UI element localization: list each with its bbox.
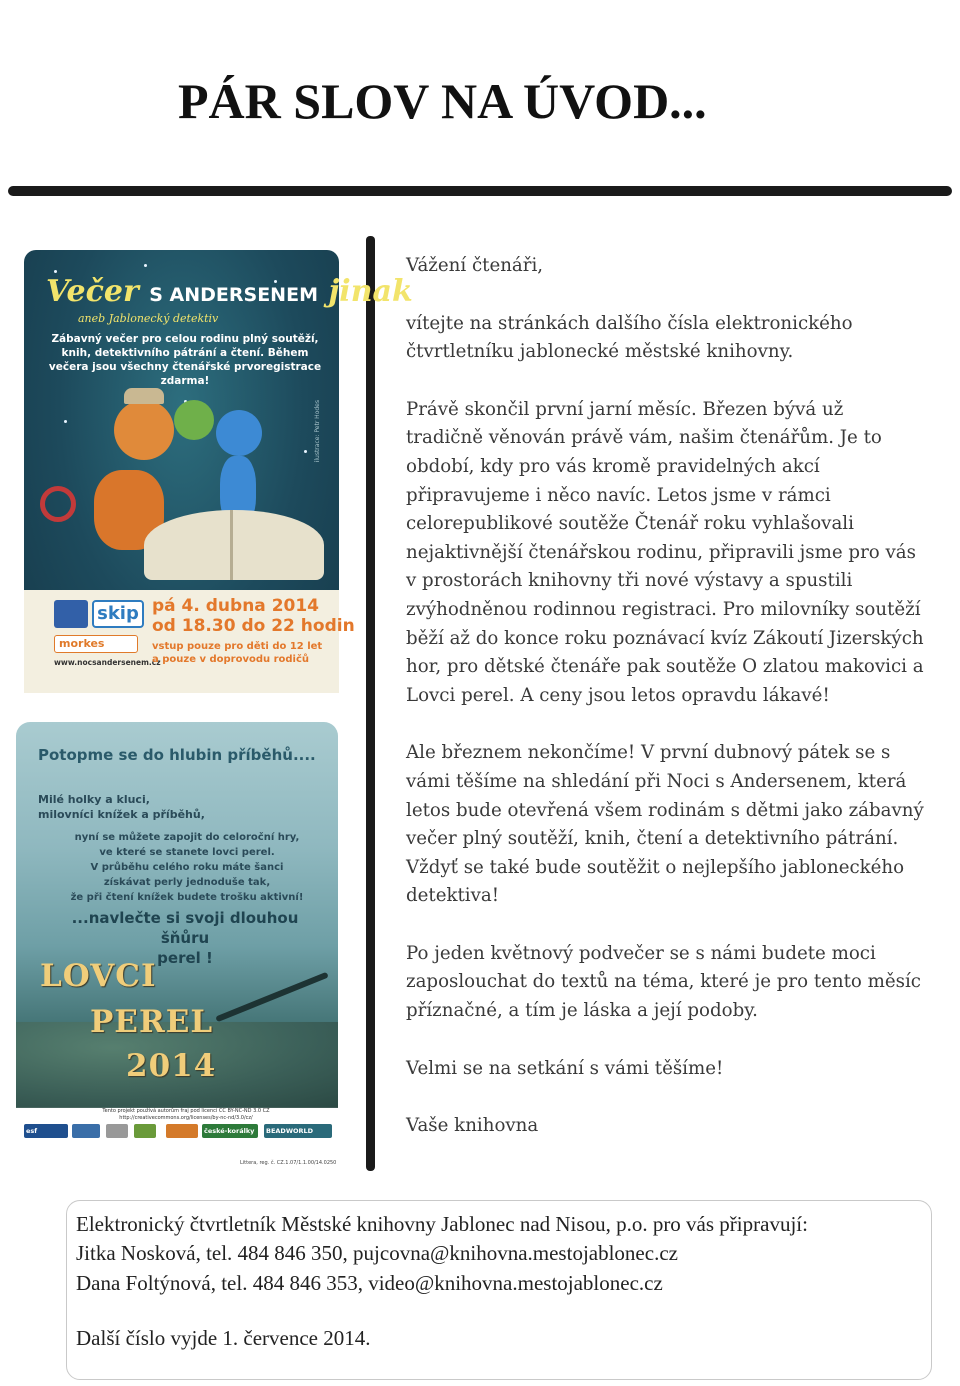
lizard-character-illustration (174, 400, 214, 440)
poster-title-word-1: LOVCI (40, 958, 157, 994)
event-note: vstup pouze pro děti do 12 let a pouze v doprovodu rodičů (152, 641, 323, 665)
contact-line-noskova: Jitka Nosková, tel. 484 846 350, pujcovna@knihovna.mestojablonec.cz (76, 1241, 678, 1266)
partner-logo (166, 1124, 198, 1138)
dog-character-illustration (114, 400, 174, 460)
partner-logo (134, 1124, 156, 1138)
editorial-letter (406, 252, 926, 1141)
open-book-illustration (144, 510, 324, 580)
poster-greeting: Milé holky a kluci, milovníci knížek a příběhů, (38, 793, 205, 821)
cat-character-illustration (216, 410, 262, 456)
esf-logo: esf (24, 1124, 68, 1138)
poster-title-word-2: PEREL (90, 1004, 214, 1040)
andersen-night-poster (24, 250, 413, 693)
poster-subtitle: aneb Jablonecký detektiv (78, 312, 219, 325)
star-icon (304, 450, 307, 453)
poster-website: www.nocsandersenem.cz (54, 658, 161, 667)
partner-logo (54, 600, 88, 628)
poster-year: 2014 (126, 1048, 217, 1084)
detective-hat-illustration (124, 388, 164, 404)
diver-silhouette (215, 972, 329, 1023)
event-date: pá 4. dubna 2014 od 18.30 do 22 hodin (152, 596, 355, 636)
contact-intro: Elektronický čtvrtletník Městské knihovny Jablonec nad Nisou, p.o. pro vás připravují: (76, 1212, 808, 1236)
morkes-logo: morkes (54, 635, 138, 653)
poster-heading: Potopme se do hlubin příběhů.... (38, 746, 316, 764)
star-icon (64, 420, 67, 423)
illustration-credit: ilustrace: Petr Hodes (314, 400, 321, 463)
letter-paragraph-5: Velmi se na setkání s vámi těšíme! (406, 1057, 724, 1079)
star-icon (144, 264, 147, 267)
ministry-logo (106, 1124, 128, 1138)
letter-salutation: Vážení čtenáři, (406, 255, 544, 276)
star-icon (54, 270, 57, 273)
letter-paragraph-2: Právě skončil první jarní měsíc. Březen bývá už tradičně věnován právě vám, našim čtenářům. Je to období, kdy pro vás kromě pravidelných akcí připravujeme i něco navíc. Letos jsme v rámci celorepublikové soutěže Čtenář roku vyhlašovali nejaktivnější čtenářskou rodinu, připravili jsme pro vás v prostorách knihovny tři nové výstavy a spustili zvýhodněnou rodinnou registraci. Pro milovníky soutěží běží až do konce roku poznávací kvíz Zákoutí Jizerských hor, pro dětské čtenáře pak soutěže O zlatou makovici a Lovci perel. A ceny jsou letos opravdu lákavé! (406, 398, 924, 706)
letter-paragraph-4: Po jeden květnový podvečer se s námi budete moci zaposlouchat do textů na téma, které je pro tento měsíc příznačné, a tím je láska a její podoby. (406, 942, 921, 1022)
poster-description: Zábavný večer pro celou rodinu plný soutěží, knih, detektivního pátrání a čtení. Během večera jsou všechny čtenářské prvoregistrace zdarma! (48, 333, 322, 387)
registration-number: Littera, reg. č. CZ.1.07/1.1.00/14.0250 (240, 1160, 337, 1166)
letter-paragraph-3: Ale březnem nekončíme! V první dubnový pátek se s vámi těšíme na shledání při Noci s Andersenem, která letos bude otevřená všem rodinám s dětmi jako zábavný večer plný soutěží, knih, čtení a detektivního pátrání. Vždyť se také bude soutěžit o nejlepšího jabloneckého detektiva! (406, 742, 924, 907)
pearl-hunters-poster (16, 722, 338, 1170)
column-divider (366, 236, 375, 1171)
beadworld-logo: BEADWORLD (264, 1124, 332, 1138)
poster-body: nyní se můžete zapojit do celoroční hry, ve které se stanete lovci perel. V průběhu celého roku máte šanci získávat perly jednoduše tak, že při čtení knížek budete trošku aktivní! (70, 832, 304, 903)
poster-footer (16, 1108, 338, 1170)
skip-logo: skip (92, 600, 144, 628)
license-text: Tento projekt používá autorům fraj pod licencí CC BY-NC-ND 3.0 CZ http://creativecommons.org/licenses/by-nc-nd/3.0/cz/ (102, 1108, 270, 1121)
magnifier-icon (40, 486, 76, 522)
poster-title: Večer S ANDERSENEM jinak (46, 274, 413, 309)
book-spine (230, 510, 233, 580)
poster-call-to-action: ...navlečte si svoji dlouhou šňůru perel ! (71, 909, 299, 967)
letter-signature: Vaše knihovna (406, 1115, 539, 1137)
title-divider (8, 186, 952, 196)
ceske-koralky-logo: české-korálky (202, 1124, 258, 1138)
letter-paragraph-1: vítejte na stránkách dalšího čísla elektronického čtvrtletníku jablonecké městské knihovny. (406, 312, 853, 363)
contact-line-foltynova: Dana Foltýnová, tel. 484 846 353, video@knihovna.mestojablonec.cz (76, 1270, 663, 1295)
eu-flag-icon (72, 1124, 100, 1138)
contact-info (76, 1210, 936, 1298)
page-title: PÁR SLOV NA ÚVOD... (178, 73, 707, 129)
next-issue-note: Další číslo vyjde 1. července 2014. (76, 1326, 371, 1350)
